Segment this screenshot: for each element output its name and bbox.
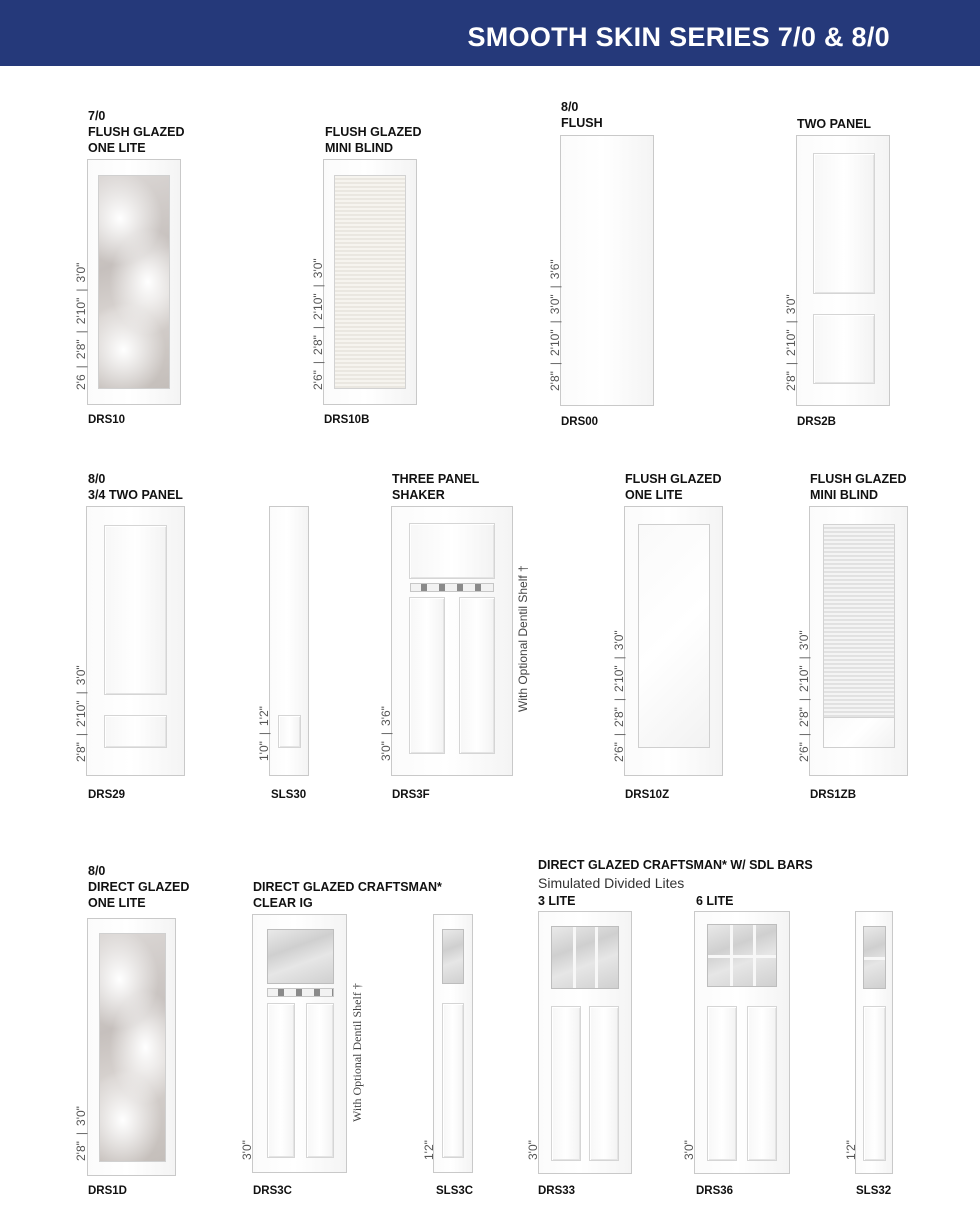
door-drs00	[560, 135, 654, 406]
size-value: 2'8"	[311, 335, 325, 355]
page-title: SMOOTH SKIN SERIES 7/0 & 8/0	[467, 22, 890, 52]
size-value: 2'10"	[797, 665, 811, 692]
size-list: 1'0"|1'2"	[257, 706, 271, 761]
heading-line: 8/0	[88, 864, 106, 878]
model-code: DRS00	[561, 416, 599, 428]
door-drs33	[538, 911, 632, 1174]
model-code: DRS2B	[797, 416, 836, 428]
clear-glass	[823, 718, 895, 748]
raised-panel	[278, 715, 301, 748]
mini-blind	[823, 524, 895, 718]
size-value: 3'0"	[526, 1140, 540, 1160]
size-list: 2'6|2'8"|2'10"|3'0"	[74, 262, 88, 390]
raised-panel	[459, 597, 495, 754]
dentil-shelf	[267, 988, 334, 997]
door-drs10z	[624, 506, 723, 776]
heading-line: FLUSH GLAZED	[325, 125, 422, 139]
raised-panel	[442, 1003, 464, 1158]
heading-line: DIRECT GLAZED	[88, 880, 190, 894]
size-list	[832, 1140, 858, 1174]
door-drs36	[694, 911, 790, 1174]
model-code: DRS29	[88, 789, 126, 801]
model-code: SLS3C	[436, 1185, 474, 1197]
size-list: 3'0"|3'6"	[379, 706, 393, 761]
product-heading	[797, 116, 871, 132]
size-value: 3'0"	[797, 630, 811, 651]
size-value: 2'8"	[548, 371, 562, 391]
heading-line: 6 LITE	[696, 894, 734, 908]
door-drs1d	[87, 918, 176, 1176]
heading-line: ONE LITE	[88, 896, 146, 910]
product-heading	[810, 471, 907, 503]
glass-lite	[863, 926, 886, 989]
model-code: DRS33	[538, 1185, 576, 1197]
model-code: DRS3C	[253, 1185, 292, 1197]
raised-panel	[551, 1006, 581, 1161]
group-subheading: Simulated Divided Lites	[538, 875, 685, 891]
heading-line: 7/0	[88, 109, 106, 123]
size-value: 3'0"	[784, 294, 798, 315]
model-code: DRS1D	[88, 1185, 127, 1197]
size-value: 3'0"	[311, 258, 325, 279]
size-list: 2'6"|2'8"|2'10"|3'0"	[612, 630, 626, 762]
raised-panel	[813, 314, 875, 384]
raised-panel	[267, 1003, 295, 1158]
heading-line: TWO PANEL	[797, 117, 872, 131]
heading-line: ONE LITE	[88, 141, 146, 155]
model-code: SLS32	[856, 1185, 892, 1197]
heading-line: DIRECT GLAZED CRAFTSMAN*	[253, 880, 442, 894]
size-value: 3'0"	[379, 741, 393, 761]
size-value: 2'8"	[74, 742, 88, 762]
product-heading	[561, 99, 603, 131]
heading-line: FLUSH GLAZED	[810, 472, 907, 486]
model-code: DRS10Z	[625, 789, 670, 801]
raised-panel	[104, 715, 167, 748]
model-code: DRS3F	[392, 789, 430, 801]
size-value: 2'10"	[74, 700, 88, 727]
heading-line: 3/4 TWO PANEL	[88, 488, 183, 502]
heading-line: MINI BLIND	[325, 141, 394, 155]
heading-line: 8/0	[561, 100, 579, 114]
size-value: 3'0"	[682, 1140, 696, 1160]
door-drs2b	[796, 135, 890, 406]
size-value: 1'2"	[257, 706, 271, 726]
glass-lite	[267, 929, 334, 984]
door-drs29	[86, 506, 185, 776]
dentil-shelf-note: With Optional Dentil Shelf †	[350, 983, 364, 1122]
door-drs1zb	[809, 506, 908, 776]
model-code: SLS30	[271, 789, 307, 801]
size-list: 2'6"|2'8"|2'10"|3'0"	[311, 258, 325, 390]
size-list	[228, 1140, 254, 1174]
heading-line: CLEAR IG	[253, 896, 313, 910]
heading-line: MINI BLIND	[810, 488, 879, 502]
door-drs10b	[323, 159, 417, 405]
door-drs3c	[252, 914, 347, 1173]
size-list: 2'6"|2'8"|2'10"|3'0"	[797, 630, 811, 762]
size-value: 2'10"	[311, 293, 325, 320]
door-drs3f	[391, 506, 513, 776]
size-value: 3'0"	[74, 1106, 88, 1126]
size-value: 2'10"	[612, 665, 626, 692]
raised-panel	[589, 1006, 619, 1161]
product-heading	[625, 471, 722, 503]
raised-panel	[306, 1003, 334, 1158]
heading-line: 8/0	[88, 472, 106, 486]
model-code: DRS10B	[324, 414, 370, 426]
model-code: DRS10	[88, 414, 126, 426]
glass-lite	[442, 929, 464, 984]
product-heading	[88, 471, 183, 503]
raised-panel	[409, 523, 495, 579]
product-heading	[392, 471, 479, 503]
product-heading	[88, 863, 189, 911]
mini-blind	[334, 175, 406, 389]
heading-line: FLUSH GLAZED	[88, 125, 185, 139]
size-list	[514, 1140, 540, 1174]
size-value: 1'0"	[257, 741, 271, 761]
raised-panel	[707, 1006, 737, 1161]
size-list	[410, 1140, 436, 1174]
product-heading	[538, 893, 576, 909]
size-value: 3'0"	[548, 294, 562, 315]
dentil-shelf-note: With Optional Dentil Shelf †	[516, 565, 530, 712]
product-heading	[253, 879, 442, 911]
raised-panel	[863, 1006, 886, 1161]
frosted-glass	[98, 175, 170, 389]
heading-line: FLUSH GLAZED	[625, 472, 722, 486]
product-heading	[696, 893, 734, 909]
size-value: 3'0"	[240, 1140, 254, 1160]
dentil-shelf	[410, 583, 494, 592]
size-list: 2'8"|2'10"|3'0"|3'6"	[548, 259, 562, 391]
size-value: 2'6	[74, 374, 88, 390]
size-value: 3'6"	[548, 259, 562, 280]
size-list: 2'8"|2'10"|3'0"	[784, 294, 798, 391]
size-value: 1'2"	[844, 1140, 858, 1160]
size-value: 2'10"	[784, 329, 798, 356]
raised-panel	[104, 525, 167, 695]
sidelite-sls32	[855, 911, 893, 1174]
size-value: 2'10"	[548, 329, 562, 356]
size-value: 2'8"	[74, 339, 88, 360]
size-value: 3'0"	[612, 630, 626, 651]
size-value: 2'8"	[797, 707, 811, 727]
sidelite-sls3c	[433, 914, 473, 1173]
size-list: 2'8"|3'0"	[74, 1106, 88, 1161]
glass-lite	[551, 926, 619, 989]
size-value: 2'6"	[612, 742, 626, 762]
group-heading: DIRECT GLAZED CRAFTSMAN* W/ SDL BARS	[538, 858, 813, 872]
heading-line: THREE PANEL	[392, 472, 480, 486]
glass-lite	[707, 924, 777, 987]
size-value: 2'8"	[784, 371, 798, 391]
model-code: DRS36	[696, 1185, 734, 1197]
size-value: 3'0"	[74, 262, 88, 283]
page-header	[0, 0, 980, 66]
clear-glass	[638, 524, 710, 748]
size-value: 3'6"	[379, 706, 393, 726]
raised-panel	[747, 1006, 777, 1161]
model-code: DRS1ZB	[810, 789, 857, 801]
size-list	[670, 1140, 696, 1174]
size-list: 2'8"|2'10"|3'0"	[74, 665, 88, 762]
frosted-glass	[99, 933, 166, 1162]
size-value: 2'8"	[612, 707, 626, 727]
size-value: 2'10"	[74, 297, 88, 325]
size-value: 1'2"	[422, 1140, 436, 1160]
product-heading	[88, 108, 185, 156]
sidelite-sls30	[269, 506, 309, 776]
product-heading	[325, 124, 422, 156]
size-value: 2'8"	[74, 1141, 88, 1161]
heading-line: 3 LITE	[538, 894, 576, 908]
heading-line: FLUSH	[561, 116, 603, 130]
size-value: 3'0"	[74, 665, 88, 686]
size-value: 2'6"	[311, 370, 325, 390]
raised-panel	[409, 597, 445, 754]
heading-line: SHAKER	[392, 488, 445, 502]
size-value: 2'6"	[797, 742, 811, 762]
raised-panel	[813, 153, 875, 294]
heading-line: ONE LITE	[625, 488, 683, 502]
door-drs10	[87, 159, 181, 405]
